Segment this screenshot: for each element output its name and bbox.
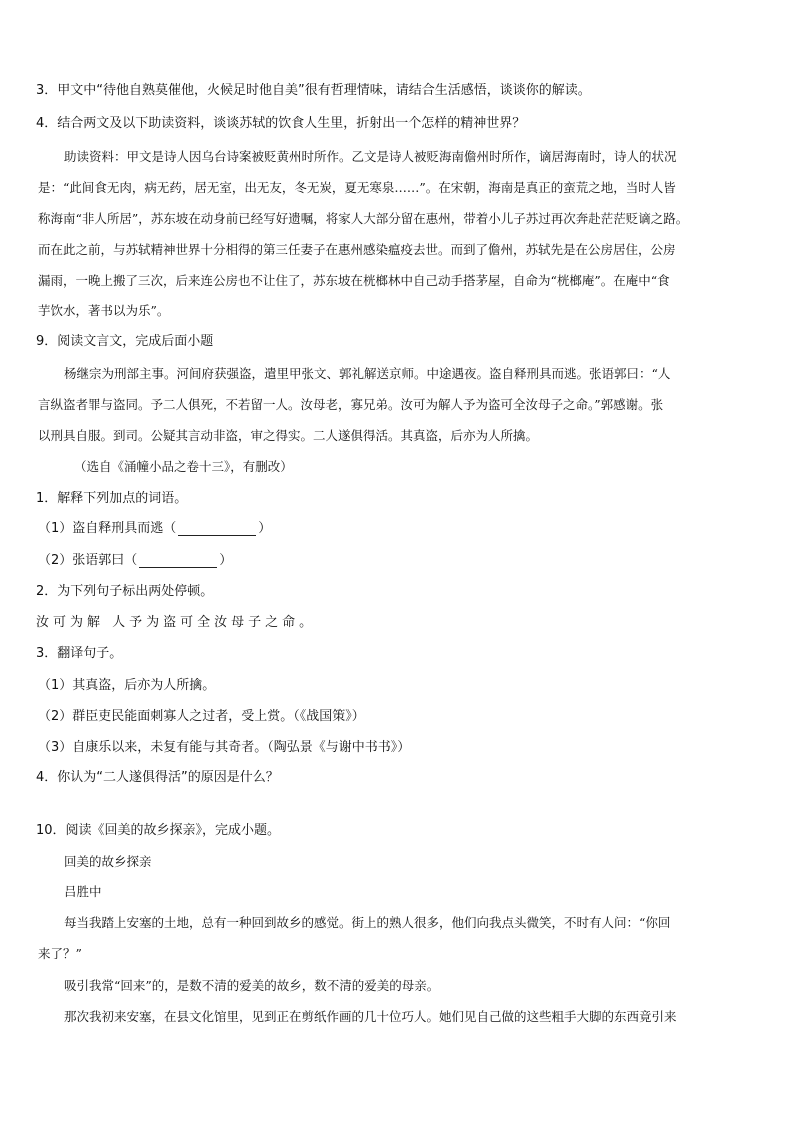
subquestion-1-2-text: （2）张语郭曰（ xyxy=(38,553,138,568)
article-line: 每当我踏上安塞的土地，总有一种回到故乡的感觉。街上的熟人很多，他们向我点头微笑，不时有人问：“你回 xyxy=(64,915,671,930)
aid-line: 漏雨，一晚上搬了三次，后来连公房也不让住了，苏东坡在桄榔林中自己动手搭茅屋，自命为“桄榔庵”。在庵中“食 xyxy=(38,273,670,288)
question-3-prev: 3．甲文中“待他自熟莫催他，火候足时他自美”很有哲理情味，请结合生活感悟，谈谈你的解读。 xyxy=(36,83,591,98)
subquestion-3-3: （3）自康乐以来，未复有能与其奇者。（陶弘景《与谢中书书》） xyxy=(38,740,411,755)
subquestion-1-2 xyxy=(0,550,794,572)
source-note: （选自《涌幢小品之卷十三》，有删改） xyxy=(74,459,293,474)
subquestion-1: 1．解释下列加点的词语。 xyxy=(36,491,188,506)
article-line: 来了？” xyxy=(38,946,82,961)
aid-line: 芋饮水，著书以为乐”。 xyxy=(38,303,170,318)
article-line: 那次我初来安塞，在县文化馆里，见到正在剪纸作画的几十位巧人。她们见自己做的这些粗手大脚的东西竟引来 xyxy=(64,1009,677,1024)
article-author: 吕胜中 xyxy=(64,884,102,899)
aid-line: 而在此之前，与苏轼精神世界十分相得的第三任妻子在惠州感染瘟疫去世。而到了儋州，苏轼先是在公房居住，公房 xyxy=(38,242,676,257)
aid-line: 助读资料：甲文是诗人因乌台诗案被贬黄州时所作。乙文是诗人被贬海南儋州时所作，谪居海南时，诗人的状况 xyxy=(64,149,677,164)
subquestion-1-1-text: （1）盗自释刑具而逃（ xyxy=(38,521,177,536)
answer-blank[interactable] xyxy=(139,554,217,568)
pause-sentence: 汝可为解 人予为盗可全汝母子之命。 xyxy=(36,615,317,630)
subquestion-3-1: （1）其真盗，后亦为人所擒。 xyxy=(38,678,216,693)
subquestion-3: 3．翻译句子。 xyxy=(36,646,123,661)
question-10-title: 10．阅读《回美的故乡探亲》，完成小题。 xyxy=(36,823,281,838)
wenyan-line: 言纵盗者罪与盗同。予二人俱死，不若留一人。汝母老，寡兄弟。汝可为解人予为盗可全汝母子之命。”郭感谢。张 xyxy=(38,397,664,412)
answer-blank[interactable] xyxy=(178,522,256,536)
aid-line: 是：“此间食无肉，病无药，居无室，出无友，冬无炭，夏无寒泉……”。在宋朝，海南是真正的蛮荒之地，当时人皆 xyxy=(38,180,676,195)
aid-line: 称海南“非人所居”，苏东坡在动身前已经写好遗嘱，将家人大部分留在惠州，带着小儿子苏过再次奔赴茫茫贬谪之路。 xyxy=(38,211,689,226)
article-title: 回美的故乡探亲 xyxy=(64,854,152,869)
subquestion-2: 2．为下列句子标出两处停顿。 xyxy=(36,584,214,599)
wenyan-line: 杨继宗为刑部主事。河间府获强盗，遣里甲张文、郭礼解送京师。中途遇夜。盗自释刑具而逃。张语郭曰：“人 xyxy=(64,366,671,381)
closing-paren: ） xyxy=(258,521,272,536)
wenyan-line: 以刑具自服。到司。公疑其言动非盗，审之得实。二人遂俱得活。其真盗，后亦为人所擒。 xyxy=(38,428,539,443)
closing-paren: ） xyxy=(219,553,233,568)
question-4-prev: 4．结合两文及以下助读资料，谈谈苏轼的饮食人生里，折射出一个怎样的精神世界？ xyxy=(36,116,526,131)
article-line: 吸引我常“回来”的，是数不清的爱美的故乡，数不清的爱美的母亲。 xyxy=(64,978,440,993)
subquestion-3-2: （2）群臣吏民能面刺寡人之过者，受上赏。（《战国策》） xyxy=(38,709,365,724)
subquestion-4: 4．你认为“二人遂俱得活”的原因是什么？ xyxy=(36,770,279,785)
question-9-title: 9．阅读文言文，完成后面小题 xyxy=(36,334,214,349)
subquestion-1-1 xyxy=(0,518,794,540)
